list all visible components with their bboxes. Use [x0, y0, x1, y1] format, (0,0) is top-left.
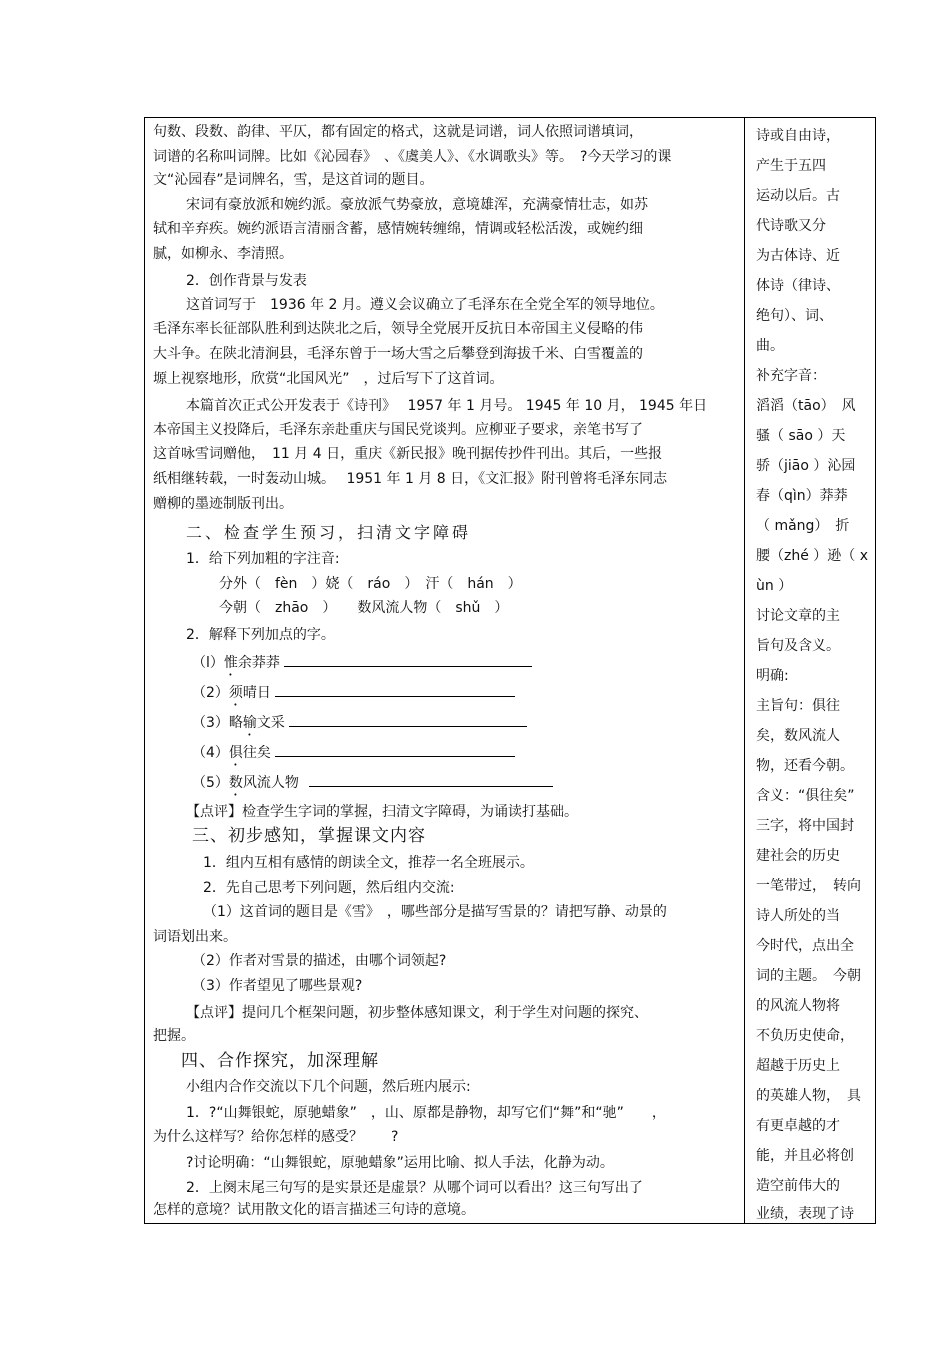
side-note-line: 诗人所处的当	[756, 908, 840, 924]
side-note-line: 建社会的历史	[756, 848, 840, 864]
text-line: 1．组内互相有感情的朗读全文，推荐一名全班展示。	[203, 855, 534, 871]
question: 1．给下列加粗的字注音:	[186, 551, 340, 567]
section-heading-3: 三、初步感知，掌握课文内容	[192, 826, 426, 846]
side-note-line: 能，并且必将创	[756, 1148, 854, 1164]
subheading: 2．创作背景与发表	[186, 273, 307, 289]
side-note-line: 主旨句：俱往	[756, 698, 840, 714]
section-heading-4: 四、合作探究，加深理解	[181, 1051, 379, 1071]
text-line: ?讨论明确：“山舞银蛇，原驰蜡象”运用比喻、拟人手法，化静为动。	[186, 1155, 614, 1171]
fill-item: （l）惟余莽莽	[192, 652, 532, 679]
answer-blank[interactable]	[284, 652, 532, 667]
side-note-line: 滔滔（tāo） 风	[756, 398, 856, 414]
text-line: 本篇首次正式公开发表于《诗刊》 1957 年 1 月号。 1945 年 10 月， 1945 年日	[186, 398, 708, 414]
side-note-line: 曲。	[756, 338, 784, 354]
fill-item: （3）略输文采	[192, 712, 527, 739]
text-line: 词谱的名称叫词牌。比如《沁园春》 、《虞美人》、《水调歌头》等。 ?今天学习的课	[153, 149, 672, 165]
text-line: 腻，如柳永、李清照。	[153, 246, 293, 262]
text-line: （2）作者对雪景的描述，由哪个词领起?	[192, 953, 447, 969]
fill-item: （2）须晴日	[192, 682, 515, 709]
comment: 【点评】提问几个框架问题，初步整体感知课文，利于学生对问题的探究、	[186, 1005, 648, 1021]
side-note-line: ùn ）	[756, 578, 793, 594]
side-note-line: 今时代，点出全	[756, 938, 854, 954]
text-line: 为什么这样写？给你怎样的感受？ ?	[153, 1129, 399, 1145]
pinyin-row: 分外（ fèn ）娆（ ráo ） 汗（ hán ）	[219, 576, 522, 592]
answer-blank[interactable]	[275, 742, 515, 757]
side-note-line: 不负历史使命，	[756, 1028, 854, 1044]
section-heading-2: 二、检查学生预习，扫清文字障碍	[186, 523, 472, 542]
side-note-line: 明确:	[756, 668, 789, 684]
side-note-line: 词的主题。 今朝	[756, 968, 861, 984]
side-note-line: 的风流人物将	[756, 998, 840, 1014]
side-note-line: 业绩，表现了诗	[756, 1206, 854, 1222]
side-note-line: 骄（jiāo ）沁园	[756, 458, 856, 474]
text-line: 词语划出来。	[153, 929, 237, 945]
text-line: 怎样的意境？试用散文化的语言描述三句诗的意境。	[153, 1202, 475, 1218]
side-note-line: 春（qìn）莽莽	[756, 488, 848, 504]
text-line: （3）作者望见了哪些景观?	[192, 978, 363, 994]
side-note-line: 三字，将中国封	[756, 818, 854, 834]
fill-item: （4）俱往矣	[192, 742, 515, 769]
side-note-line: 讨论文章的主	[756, 608, 840, 624]
side-note-line: 造空前伟大的	[756, 1178, 840, 1194]
side-note-line: （ mǎng） 折	[756, 518, 850, 534]
text-line: 大斗争。在陕北清涧县，毛泽东曾于一场大雪之后攀登到海拔千米、白雪覆盖的	[153, 346, 643, 362]
text-line: 本帝国主义投降后，毛泽东亲赴重庆与国民党谈判。应柳亚子要求，亲笔书写了	[153, 422, 643, 438]
comment: 把握。	[153, 1028, 195, 1044]
side-note-line: 体诗（律诗、	[756, 278, 840, 294]
side-note-line: 诗或自由诗，	[756, 128, 840, 144]
text-line: 文“沁园春”是词牌名，雪，是这首词的题目。	[153, 172, 434, 188]
side-note-line: 旨句及含义。	[756, 638, 840, 654]
column-divider	[744, 117, 745, 1224]
side-note-line: 产生于五四	[756, 158, 826, 174]
text-line: 毛泽东率长征部队胜利到达陕北之后，领导全党展开反抗日本帝国主义侵略的伟	[153, 321, 643, 337]
side-note-line: 为古体诗、近	[756, 248, 840, 264]
side-note-line: 有更卓越的才	[756, 1118, 840, 1134]
answer-blank[interactable]	[309, 772, 553, 787]
side-note-line: 腰（zhé ）逊（ x	[756, 548, 869, 564]
pinyin-row: 今朝（ zhāo ） 数风流人物（ shǔ ）	[219, 600, 509, 616]
text-line: 这首词写于 1936 年 2 月。遵义会议确立了毛泽东在全党全军的领导地位。	[186, 297, 664, 313]
comment: 【点评】检查学生字词的掌握，扫清文字障碍，为诵读打基础。	[186, 804, 578, 820]
text-line: 小组内合作交流以下几个问题，然后班内展示:	[186, 1079, 471, 1095]
text-line: （1）这首词的题目是《雪》 ，哪些部分是描写雪景的？请把写静、动景的	[203, 904, 667, 920]
text-line: 句数、段数、韵律、平仄，都有固定的格式，这就是词谱，词人依照词谱填词，	[153, 124, 643, 140]
text-line: 2．先自己思考下列问题，然后组内交流:	[203, 880, 455, 896]
side-note-line: 的英雄人物， 具	[756, 1088, 861, 1104]
text-line: 宋词有豪放派和婉约派。豪放派气势豪放，意境雄浑，充满豪情壮志，如苏	[186, 197, 648, 213]
side-note-line: 一笔带过， 转向	[756, 878, 861, 894]
fill-item: （5）数风流人物	[192, 772, 553, 799]
text-line: 赠柳的墨迹制版刊出。	[153, 496, 293, 512]
text-line: 2．上阕末尾三句写的是实景还是虚景？从哪个词可以看出？这三句写出了	[186, 1180, 643, 1196]
side-note-line: 物，还看今朝。	[756, 758, 854, 774]
side-note-line: 运动以后。古	[756, 188, 840, 204]
side-note-line: 绝句）、词、	[756, 308, 833, 324]
side-note-line: 含义：“俱往矣”	[756, 788, 855, 804]
side-note-line: 超越于历史上	[756, 1058, 840, 1074]
text-line: 轼和辛弃疾。婉约派语言清丽含蓄，感情婉转缠绵，情调或轻松活泼，或婉约细	[153, 221, 643, 237]
text-line: 纸相继转载，一时轰动山城。 1951 年 1 月 8 日，《文汇报》附刊曾将毛泽东同志	[153, 471, 668, 487]
side-note-line: 矣，数风流人	[756, 728, 840, 744]
text-line: 1．?“山舞银蛇，原驰蜡象” ，山、原都是静物，却写它们“舞”和“驰” ，	[186, 1105, 666, 1121]
question: 2．解释下列加点的字。	[186, 627, 335, 643]
text-line: 塬上视察地形，欣赏“北国风光” ，过后写下了这首词。	[153, 371, 504, 387]
side-note-line: 骚（ sāo ）天	[756, 428, 846, 444]
side-note-line: 代诗歌又分	[756, 218, 826, 234]
text-line: 这首咏雪词赠他， 11 月 4 日，重庆《新民报》晚刊据传抄件刊出。其后，一些报	[153, 446, 663, 462]
answer-blank[interactable]	[289, 712, 527, 727]
answer-blank[interactable]	[275, 682, 515, 697]
side-note-line: 补充字音：	[756, 368, 826, 384]
